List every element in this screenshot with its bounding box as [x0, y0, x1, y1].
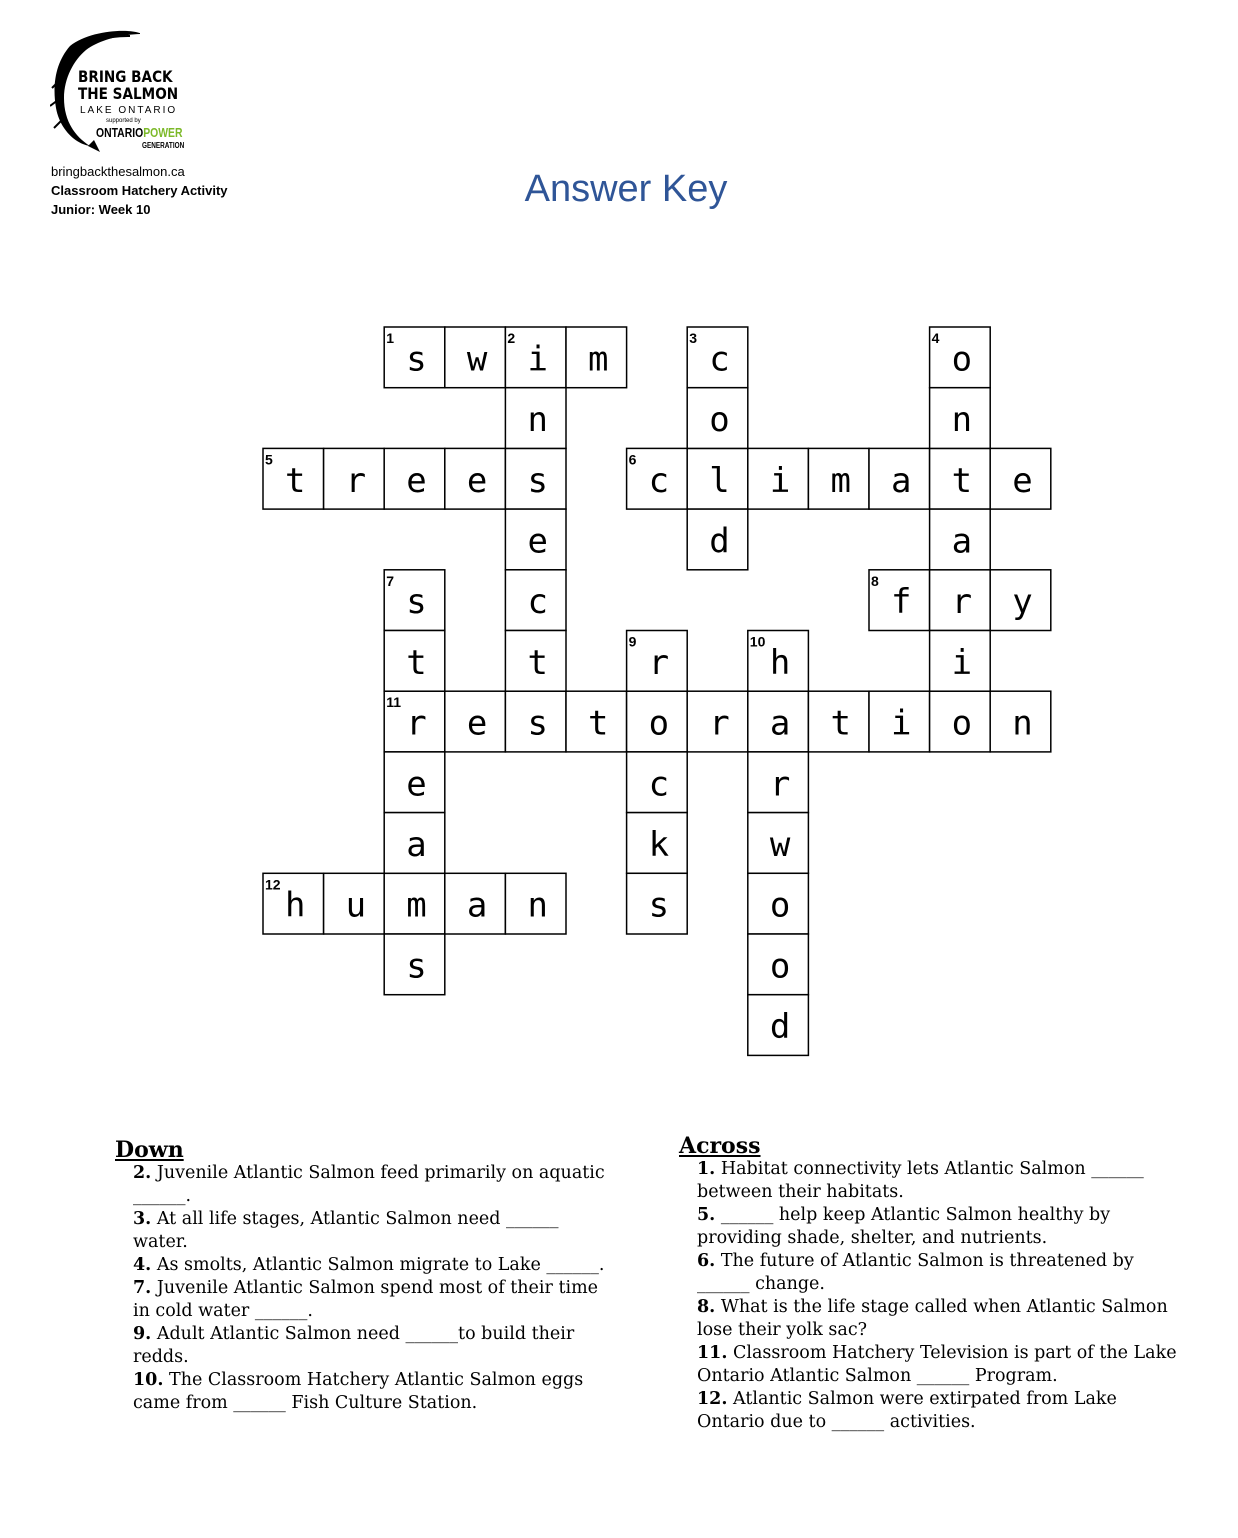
grid-letter: m — [406, 885, 427, 926]
grid-letter: s — [406, 946, 427, 987]
grid-cell — [627, 691, 688, 752]
grid-cell — [930, 570, 991, 631]
grid-letter: w — [769, 824, 791, 865]
down-clue — [133, 1277, 615, 1323]
clue-number: 3. — [133, 1209, 152, 1229]
grid-cell — [384, 813, 445, 874]
clue-number: 9. — [133, 1324, 152, 1344]
grid-cell — [930, 691, 991, 752]
logo-opg-generation: GENERATION — [142, 141, 185, 150]
grid-letter: m — [830, 460, 851, 501]
grid-cell — [990, 570, 1051, 631]
grid-letter: t — [588, 703, 609, 744]
grid-letter: a — [769, 703, 791, 744]
grid-letter: r — [769, 764, 791, 805]
down-clue — [133, 1254, 615, 1277]
grid-cell — [930, 631, 991, 692]
clue-text: Atlantic Salmon were extirpated from Lake Ontario due to ______ activities. — [697, 1389, 1117, 1432]
clue-text: Adult Atlantic Salmon need ______to build their redds. — [133, 1324, 575, 1367]
grid-cell — [687, 691, 748, 752]
grid-letter: i — [527, 339, 548, 380]
grid-cell — [627, 813, 688, 874]
grid-cell — [505, 691, 566, 752]
grid-cell — [930, 509, 991, 570]
grid-letter: f — [891, 582, 912, 623]
grid-cell — [808, 448, 869, 509]
grid-letter: t — [285, 460, 306, 501]
grid-letter: t — [830, 703, 851, 744]
grid-cell — [384, 327, 445, 388]
clue-number: 3 — [689, 330, 697, 346]
grid-letter: u — [345, 885, 367, 926]
grid-cell — [384, 448, 445, 509]
grid-letter: o — [951, 339, 973, 380]
clue-text: As smolts, Atlantic Salmon migrate to Lake ______. — [151, 1255, 605, 1275]
grid-cell — [445, 691, 506, 752]
grid-letter: c — [648, 460, 670, 501]
across-clues — [679, 1134, 1179, 1434]
across-clue — [697, 1250, 1179, 1296]
clue-number: 6. — [697, 1251, 716, 1271]
logo-opg-power: POWER — [143, 125, 183, 140]
clue-number: 4 — [931, 330, 940, 346]
grid-cell — [263, 448, 324, 509]
grid-letter: o — [769, 946, 791, 987]
clue-number: 6 — [628, 451, 637, 468]
clue-number: 5. — [697, 1205, 716, 1225]
grid-cell — [445, 327, 506, 388]
grid-cell — [748, 934, 809, 995]
grid-cell — [384, 570, 445, 631]
grid-letter: s — [406, 339, 427, 380]
grid-letter: d — [709, 521, 730, 562]
grid-letter: h — [769, 642, 791, 683]
grid-letter: o — [648, 703, 670, 744]
clue-text: Habitat connectivity lets Atlantic Salmon ______ between their habitats. — [697, 1159, 1144, 1202]
logo-supported-by: supported by — [106, 118, 141, 124]
down-clue — [133, 1162, 615, 1208]
grid-letter: t — [951, 460, 973, 501]
grid-letter: e — [466, 703, 488, 744]
grid-letter: e — [406, 460, 427, 501]
down-clues — [115, 1138, 615, 1415]
grid-cell — [627, 873, 688, 934]
clue-number: 12 — [265, 876, 281, 893]
clue-number: 2 — [507, 330, 516, 346]
grid-letter: a — [406, 824, 427, 865]
grid-cell — [748, 752, 809, 813]
grid-letter: n — [527, 885, 548, 926]
grid-cell — [748, 995, 809, 1056]
grid-cell — [505, 873, 566, 934]
grid-cell — [384, 752, 445, 813]
grid-letter: r — [406, 703, 427, 744]
grid-cell — [505, 509, 566, 570]
grid-letter: s — [648, 885, 670, 926]
grid-cell — [445, 873, 506, 934]
clue-text: At all life stages, Atlantic Salmon need ______ water. — [133, 1209, 559, 1252]
grid-cell — [748, 873, 809, 934]
grid-letter: c — [709, 339, 730, 380]
grid-letter: c — [527, 582, 548, 623]
grid-cell — [869, 570, 930, 631]
clue-text: Juvenile Atlantic Salmon spend most of their time in cold water ______. — [133, 1278, 599, 1321]
clue-number: 8 — [871, 572, 879, 589]
clue-number: 7. — [133, 1278, 152, 1298]
grid-cell — [445, 448, 506, 509]
grid-cell — [869, 691, 930, 752]
grid-cell — [930, 448, 991, 509]
across-clue — [697, 1296, 1179, 1342]
grid-letter: m — [588, 339, 609, 380]
grid-letter: a — [891, 460, 912, 501]
clue-text: What is the life stage called when Atlantic Salmon lose their yolk sac? — [697, 1297, 1168, 1340]
grid-cell — [627, 631, 688, 692]
grid-cell — [748, 448, 809, 509]
grid-cell — [384, 873, 445, 934]
grid-letter: d — [769, 1007, 791, 1048]
grid-letter: t — [527, 642, 548, 683]
clue-number: 11. — [697, 1343, 728, 1363]
grid-letter: h — [285, 885, 306, 926]
clue-number: 10. — [133, 1370, 164, 1390]
down-clue — [133, 1369, 615, 1415]
across-heading: Across — [679, 1133, 761, 1159]
down-clue-list — [115, 1162, 615, 1415]
grid-letter: r — [709, 703, 730, 744]
grid-letter: e — [1012, 460, 1033, 501]
clue-number: 9 — [628, 633, 637, 650]
grid-cell — [687, 388, 748, 449]
grid-letter: a — [466, 885, 488, 926]
grid-cell — [505, 448, 566, 509]
grid-letter: i — [891, 703, 912, 744]
activity-name: Classroom Hatchery Activity — [51, 183, 228, 198]
grid-letter: r — [345, 460, 367, 501]
grid-letter: r — [648, 642, 670, 683]
grade-level: Junior: Week 10 — [51, 202, 151, 217]
grid-cell — [869, 448, 930, 509]
clue-text: Juvenile Atlantic Salmon feed primarily on aquatic ______. — [133, 1163, 605, 1206]
grid-cell — [627, 448, 688, 509]
grid-letter: n — [527, 400, 548, 441]
logo-text-line3: LAKE ONTARIO — [80, 105, 178, 116]
clue-number: 8. — [697, 1297, 716, 1317]
grid-cell — [384, 691, 445, 752]
grid-letter: i — [769, 460, 791, 501]
grid-letter: e — [527, 521, 548, 562]
grid-letter: w — [466, 339, 488, 380]
down-heading: Down — [115, 1137, 184, 1163]
grid-letter: t — [406, 642, 427, 683]
grid-letter: e — [406, 764, 427, 805]
grid-letter: e — [466, 460, 488, 501]
grid-cell — [384, 934, 445, 995]
grid-letter: o — [769, 885, 791, 926]
grid-letter: r — [951, 582, 973, 623]
down-clue — [133, 1323, 615, 1369]
clue-number: 1 — [386, 330, 394, 346]
grid-cell — [748, 691, 809, 752]
grid-letter: y — [1012, 582, 1033, 623]
logo-opg-ontario: ONTARIO — [96, 125, 144, 140]
grid-cell — [687, 509, 748, 570]
clue-number: 5 — [265, 451, 273, 468]
grid-letter: c — [648, 764, 670, 805]
across-clue — [697, 1158, 1179, 1204]
grid-letter: s — [406, 582, 427, 623]
grid-letter: s — [527, 460, 548, 501]
grid-letter: o — [951, 703, 973, 744]
grid-cell — [505, 570, 566, 631]
page-title: Answer Key — [524, 168, 728, 210]
grid-cell — [566, 691, 627, 752]
clue-text: The future of Atlantic Salmon is threatened by ______ change. — [697, 1251, 1134, 1294]
across-clue — [697, 1204, 1179, 1250]
grid-cell — [930, 327, 991, 388]
clue-number: 2. — [133, 1163, 152, 1183]
grid-cell — [566, 327, 627, 388]
grid-cell — [687, 327, 748, 388]
clue-number: 7 — [386, 572, 394, 589]
grid-cell — [627, 752, 688, 813]
down-clue — [133, 1208, 615, 1254]
grid-cell — [748, 813, 809, 874]
website: bringbackthesalmon.ca — [51, 164, 185, 179]
clue-number: 10 — [749, 633, 766, 650]
clue-text: The Classroom Hatchery Atlantic Salmon eggs came from ______ Fish Culture Station. — [133, 1370, 584, 1413]
grid-cell — [324, 448, 385, 509]
clue-number: 4. — [133, 1255, 152, 1275]
clue-text: Classroom Hatchery Television is part of the Lake Ontario Atlantic Salmon ______ Program. — [697, 1343, 1177, 1386]
across-clue-list — [679, 1158, 1179, 1434]
grid-letter: n — [1012, 703, 1033, 744]
grid-letter: l — [709, 460, 730, 501]
grid-cell — [990, 448, 1051, 509]
clue-text: ______ help keep Atlantic Salmon healthy by providing shade, shelter, and nutrients. — [697, 1205, 1111, 1248]
grid-cell — [384, 631, 445, 692]
grid-cell — [930, 388, 991, 449]
grid-cell — [263, 873, 324, 934]
grid-letter: i — [951, 642, 973, 683]
grid-cell — [990, 691, 1051, 752]
across-clue — [697, 1342, 1179, 1388]
grid-cell — [808, 691, 869, 752]
grid-letter: k — [648, 824, 670, 865]
clue-number: 11 — [386, 694, 402, 711]
logo-text-line1: BRING BACK — [78, 67, 173, 86]
grid-letter: s — [527, 703, 548, 744]
grid-letter: o — [709, 400, 730, 441]
grid-cell — [505, 388, 566, 449]
grid-cell — [687, 448, 748, 509]
across-clue — [697, 1388, 1179, 1434]
grid-letter: a — [951, 521, 973, 562]
grid-cell — [324, 873, 385, 934]
logo-text-line2: THE SALMON — [78, 84, 179, 103]
grid-cell — [505, 631, 566, 692]
clue-number: 12. — [697, 1389, 728, 1409]
grid-letter: n — [951, 400, 973, 441]
grid-cell — [505, 327, 566, 388]
grid-cell — [748, 631, 809, 692]
clue-number: 1. — [697, 1159, 716, 1179]
